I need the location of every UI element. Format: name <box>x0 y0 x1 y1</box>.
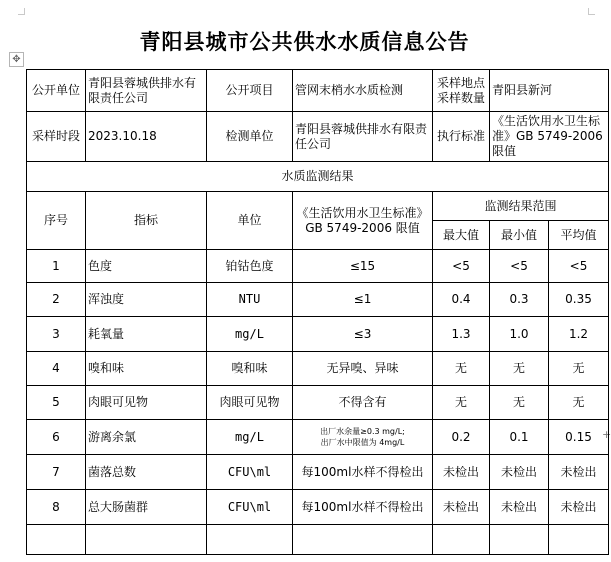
water-quality-table <box>26 69 609 555</box>
table-row <box>27 490 609 525</box>
table-row <box>27 352 609 386</box>
row-avg: 未检出 <box>549 455 609 490</box>
document-title: 青阳县城市公共供水水质信息公告 <box>139 30 470 54</box>
header-row-1 <box>27 192 609 221</box>
header-limit-line1: 《生活饮用水卫生标准》 <box>296 205 429 220</box>
row-avg: <5 <box>549 250 609 283</box>
empty-cell <box>27 525 86 555</box>
row-no: 8 <box>27 490 86 525</box>
row-unit: 肉眼可见物 <box>207 386 293 420</box>
empty-row <box>27 525 609 555</box>
row-indicator: 肉眼可见物 <box>86 386 207 420</box>
table-row <box>27 317 609 352</box>
row-max: 0.4 <box>433 283 490 317</box>
empty-cell <box>293 525 433 555</box>
testing-lab: 青阳县蓉城供排水有限责任公司 <box>293 112 433 162</box>
publish-item: 管网末梢水水质检测 <box>293 70 433 112</box>
table-row <box>27 250 609 283</box>
row-indicator: 菌落总数 <box>86 455 207 490</box>
row-max: 未检出 <box>433 455 490 490</box>
row-no: 7 <box>27 455 86 490</box>
row-max: 未检出 <box>433 490 490 525</box>
sampling-location: 青阳县新河 <box>490 70 609 112</box>
row-avg: 无 <box>549 352 609 386</box>
move-icon[interactable]: ✥ <box>9 52 24 67</box>
section-title: 水质监测结果 <box>27 162 609 192</box>
row-unit: CFU\ml <box>207 490 293 525</box>
row-limit: ≤3 <box>293 317 433 352</box>
row-limit: 每100ml水样不得检出 <box>293 490 433 525</box>
table-row <box>27 283 609 317</box>
label-testing-lab: 检测单位 <box>207 112 293 162</box>
row-max: <5 <box>433 250 490 283</box>
header-indicator: 指标 <box>86 192 207 250</box>
row-limit: 无异嗅、异味 <box>293 352 433 386</box>
row-avg: 无 <box>549 386 609 420</box>
row-min: 1.0 <box>490 317 549 352</box>
header-limit-line2: GB 5749-2006 限值 <box>305 220 420 235</box>
publish-unit: 青阳县蓉城供排水有限责任公司 <box>86 70 207 112</box>
row-max: 0.2 <box>433 420 490 455</box>
row-min: <5 <box>490 250 549 283</box>
row-min: 0.1 <box>490 420 549 455</box>
row-min: 未检出 <box>490 490 549 525</box>
row-avg: 0.35 <box>549 283 609 317</box>
row-min: 0.3 <box>490 283 549 317</box>
row-avg: 1.2 <box>549 317 609 352</box>
row-indicator: 浑浊度 <box>86 283 207 317</box>
row-avg: 0.15 <box>549 420 609 455</box>
row-no: 5 <box>27 386 86 420</box>
sampling-period: 2023.10.18 <box>86 112 207 162</box>
info-row-2 <box>27 112 609 162</box>
row-limit: ≤1 <box>293 283 433 317</box>
row-indicator: 色度 <box>86 250 207 283</box>
row-max: 1.3 <box>433 317 490 352</box>
row-min: 无 <box>490 386 549 420</box>
row-limit-line2: 出厂水中限值为 4mg/L <box>320 438 405 447</box>
plus-icon[interactable]: + <box>602 428 611 441</box>
row-indicator: 耗氧量 <box>86 317 207 352</box>
label-publish-item: 公开项目 <box>207 70 293 112</box>
empty-cell <box>207 525 293 555</box>
header-avg: 平均值 <box>549 221 609 250</box>
header-limit <box>293 192 433 250</box>
page-corner-mark-top-left <box>18 8 25 15</box>
info-row-1 <box>27 70 609 112</box>
row-unit: CFU\ml <box>207 455 293 490</box>
row-no: 2 <box>27 283 86 317</box>
row-limit: 每100ml水样不得检出 <box>293 455 433 490</box>
row-indicator: 嗅和味 <box>86 352 207 386</box>
header-range: 监测结果范围 <box>433 192 609 221</box>
row-unit: mg/L <box>207 317 293 352</box>
table-row <box>27 420 609 455</box>
row-indicator: 总大肠菌群 <box>86 490 207 525</box>
row-unit: NTU <box>207 283 293 317</box>
section-row <box>27 162 609 192</box>
row-limit-line1: 出厂水余量≥0.3 mg/L; <box>320 427 405 436</box>
row-no: 1 <box>27 250 86 283</box>
row-min: 未检出 <box>490 455 549 490</box>
empty-cell <box>86 525 207 555</box>
label-sampling-location: 采样地点采样数量 <box>433 70 490 112</box>
empty-cell <box>490 525 549 555</box>
row-max: 无 <box>433 386 490 420</box>
header-min: 最小值 <box>490 221 549 250</box>
row-unit: 嗅和味 <box>207 352 293 386</box>
row-no: 3 <box>27 317 86 352</box>
row-max: 无 <box>433 352 490 386</box>
table-row <box>27 455 609 490</box>
page-corner-mark-top-right <box>588 8 595 15</box>
empty-cell <box>549 525 609 555</box>
empty-cell <box>433 525 490 555</box>
table-row <box>27 386 609 420</box>
label-publish-unit: 公开单位 <box>27 70 86 112</box>
row-unit: mg/L <box>207 420 293 455</box>
header-no: 序号 <box>27 192 86 250</box>
row-indicator: 游离余氯 <box>86 420 207 455</box>
row-unit: 铂钴色度 <box>207 250 293 283</box>
header-unit: 单位 <box>207 192 293 250</box>
standard: 《生活饮用水卫生标准》GB 5749-2006 限值 <box>490 112 609 162</box>
label-sampling-period: 采样时段 <box>27 112 86 162</box>
label-standard: 执行标准 <box>433 112 490 162</box>
row-min: 无 <box>490 352 549 386</box>
row-limit <box>293 420 433 455</box>
row-no: 6 <box>27 420 86 455</box>
row-limit: ≤15 <box>293 250 433 283</box>
row-avg: 未检出 <box>549 490 609 525</box>
header-max: 最大值 <box>433 221 490 250</box>
row-no: 4 <box>27 352 86 386</box>
row-limit: 不得含有 <box>293 386 433 420</box>
